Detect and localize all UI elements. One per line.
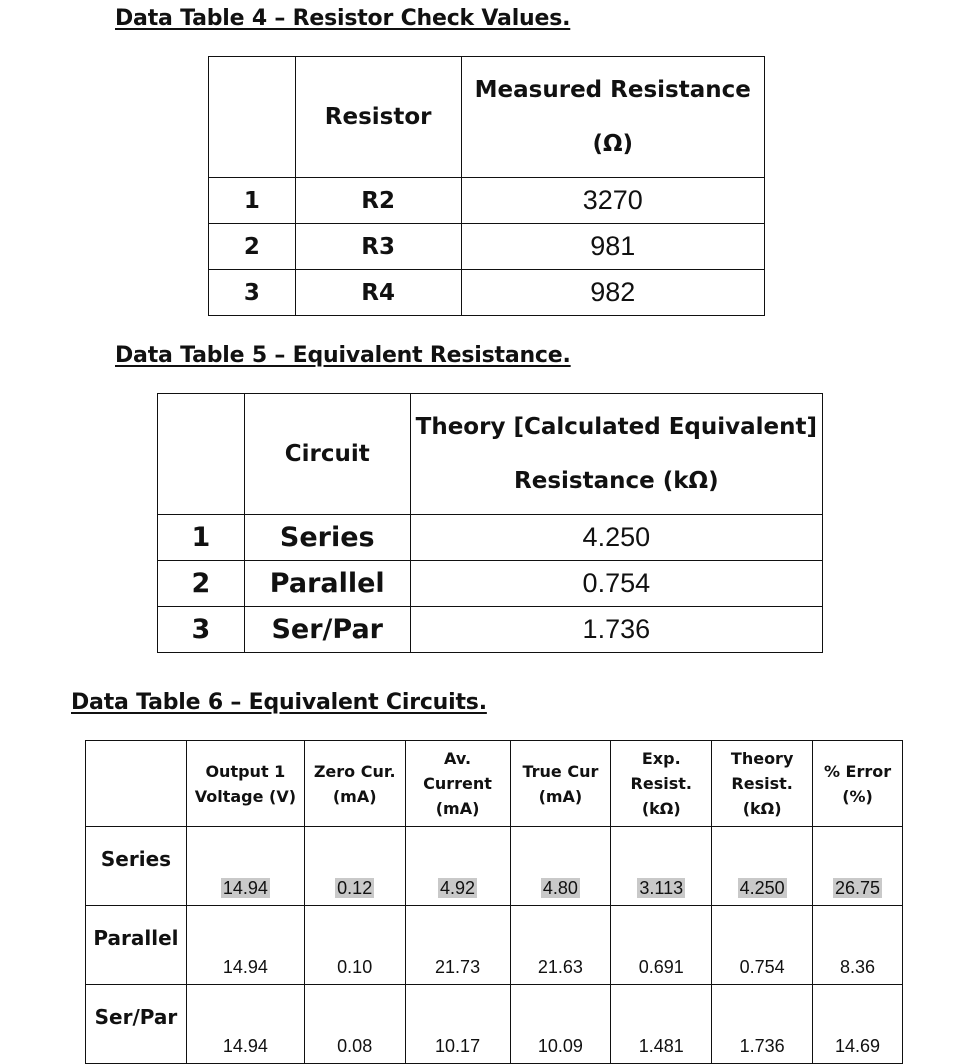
table4-header-resistor: Resistor — [295, 57, 461, 178]
table4-title: Data Table 4 – Resistor Check Values. — [115, 6, 571, 31]
table6-header-line: Exp. — [641, 749, 681, 768]
table6-header-line: True Cur — [522, 761, 599, 781]
table6 — [85, 740, 903, 1064]
table4-header-row — [209, 57, 765, 178]
table-row — [86, 985, 903, 1064]
table6-value: 4.92 — [440, 878, 476, 898]
table5-header-theory-line2: Resistance (kΩ) — [514, 468, 719, 494]
table4-header-measured-line2: (Ω) — [592, 131, 634, 157]
table5-header-theory — [410, 394, 822, 515]
table4 — [208, 56, 765, 316]
table4-index: 3 — [209, 270, 296, 316]
table6-value: 14.69 — [813, 985, 903, 1064]
table6-header-line: Resist. — [630, 774, 692, 793]
table6-header-cell — [186, 741, 304, 827]
table-row — [158, 607, 823, 653]
table6-cell — [813, 827, 903, 906]
table6-header-line: (%) — [842, 786, 873, 806]
table6-value: 0.12 — [337, 878, 373, 898]
table6-value: 0.754 — [712, 906, 813, 985]
table6-value: 1.736 — [712, 985, 813, 1064]
table6-value: 4.80 — [542, 878, 578, 898]
table5-theory: 4.250 — [410, 515, 822, 561]
table-row — [158, 561, 823, 607]
table4-header-measured-line1: Measured Resistance — [474, 77, 751, 103]
table-row — [86, 906, 903, 985]
table5-index: 2 — [158, 561, 245, 607]
table4-header-measured — [461, 57, 764, 178]
table6-header-line: (kΩ) — [641, 799, 681, 818]
table4-resistor: R3 — [295, 224, 461, 270]
table6-row-label: Ser/Par — [86, 985, 187, 1064]
table6-cell — [510, 827, 611, 906]
table4-measured: 982 — [461, 270, 764, 316]
table-row — [209, 178, 765, 224]
table6-row-label: Parallel — [86, 906, 187, 985]
table5-header-row — [158, 394, 823, 515]
table5-circuit: Parallel — [244, 561, 410, 607]
table6-header-line: % Error — [823, 761, 892, 781]
table5 — [157, 393, 823, 653]
table6-value: 21.63 — [510, 906, 611, 985]
table6-header-line: Zero Cur. — [313, 761, 396, 781]
table6-header-cell — [405, 741, 510, 827]
table-row — [158, 515, 823, 561]
table6-cell — [304, 827, 405, 906]
table5-header-index — [158, 394, 245, 515]
table6-value: 21.73 — [405, 906, 510, 985]
table6-header-cell — [510, 741, 611, 827]
table6-row-label: Series — [86, 827, 187, 906]
table6-cell — [712, 827, 813, 906]
table6-header-row — [86, 741, 903, 827]
table6-value: 1.481 — [611, 985, 712, 1064]
table6-header-corner — [86, 741, 187, 827]
table6-header-line: (mA) — [332, 786, 377, 806]
table4-measured: 3270 — [461, 178, 764, 224]
table-row — [86, 827, 903, 906]
table-row — [209, 270, 765, 316]
table6-value: 0.08 — [304, 985, 405, 1064]
table6-header-cell — [611, 741, 712, 827]
table5-title: Data Table 5 – Equivalent Resistance. — [115, 343, 571, 368]
table6-value: 10.17 — [405, 985, 510, 1064]
table6-value: 10.09 — [510, 985, 611, 1064]
table6-value: 4.250 — [739, 878, 785, 898]
table6-header-line: Voltage (V) — [194, 786, 297, 806]
table6-value: 14.94 — [222, 878, 268, 898]
table6-header-line: (mA) — [435, 799, 480, 818]
table4-index: 2 — [209, 224, 296, 270]
table5-index: 3 — [158, 607, 245, 653]
table5-circuit: Series — [244, 515, 410, 561]
table6-value: 14.94 — [186, 906, 304, 985]
table4-resistor: R2 — [295, 178, 461, 224]
table6-header-cell — [813, 741, 903, 827]
table5-header-circuit: Circuit — [244, 394, 410, 515]
table5-circuit: Ser/Par — [244, 607, 410, 653]
table5-theory: 0.754 — [410, 561, 822, 607]
table6-title: Data Table 6 – Equivalent Circuits. — [71, 690, 487, 715]
table5-header-theory-line1: Theory [Calculated Equivalent] — [415, 414, 818, 440]
table6-cell — [186, 827, 304, 906]
table4-measured: 981 — [461, 224, 764, 270]
table6-value: 8.36 — [813, 906, 903, 985]
table4-resistor: R4 — [295, 270, 461, 316]
table6-cell — [405, 827, 510, 906]
table6-cell — [611, 827, 712, 906]
table6-header-line: Output 1 — [205, 761, 286, 781]
table-row — [209, 224, 765, 270]
table6-header-line: Resist. — [731, 774, 793, 793]
table6-header-line: (kΩ) — [742, 799, 782, 818]
table6-value: 14.94 — [186, 985, 304, 1064]
table4-header-index — [209, 57, 296, 178]
table4-index: 1 — [209, 178, 296, 224]
table6-header-line: Av. — [444, 749, 472, 768]
table6-value: 26.75 — [835, 878, 881, 898]
table5-theory: 1.736 — [410, 607, 822, 653]
table6-header-line: (mA) — [538, 786, 583, 806]
table6-value: 3.113 — [639, 878, 684, 898]
table6-header-line: Current — [423, 774, 492, 793]
table6-header-cell — [712, 741, 813, 827]
table6-value: 0.691 — [611, 906, 712, 985]
table5-index: 1 — [158, 515, 245, 561]
table6-header-line: Theory — [730, 749, 794, 768]
table6-header-cell — [304, 741, 405, 827]
table6-value: 0.10 — [304, 906, 405, 985]
